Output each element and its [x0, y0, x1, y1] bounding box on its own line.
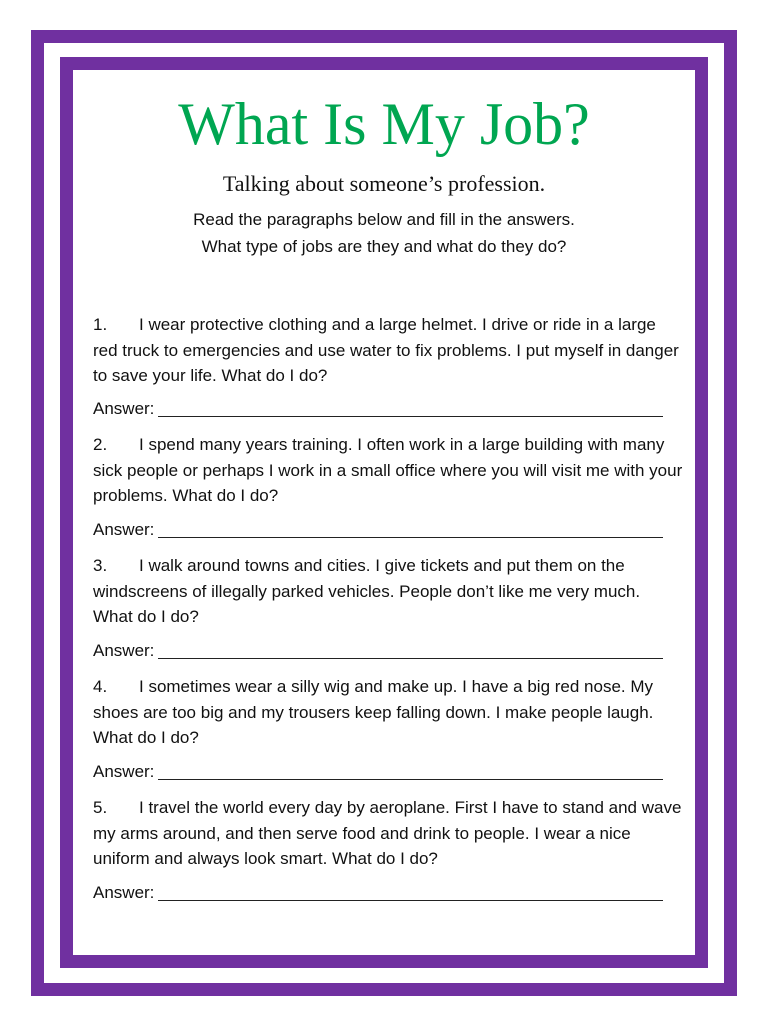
answer-line[interactable]	[158, 536, 663, 538]
question-3	[93, 553, 683, 630]
instruction-line-1: Read the paragraphs below and fill in the answers.	[193, 210, 575, 229]
answer-line[interactable]	[158, 657, 663, 659]
answer-line[interactable]	[158, 778, 663, 780]
answer-1	[93, 397, 663, 421]
question-number: 5.	[93, 798, 108, 817]
answer-5	[93, 881, 663, 905]
answer-label: Answer:	[93, 399, 155, 418]
page-subtitle: Talking about someone’s profession.	[222, 171, 546, 196]
instruction-line-2: What type of jobs are they and what do they do?	[201, 237, 567, 256]
page-title: What Is My Job?	[178, 91, 590, 157]
question-text: I wear protective clothing and a large helmet. I drive or ride in a large red truck to emergencies and use water to fix problems. I put myself in danger to save your life. What do I do?	[93, 315, 679, 385]
question-1	[93, 312, 683, 389]
answer-line[interactable]	[158, 415, 663, 417]
question-text: I walk around towns and cities. I give tickets and put them on the windscreens of illegally parked vehicles. People don’t like me very much. What do I do?	[93, 556, 641, 626]
question-5	[93, 795, 683, 872]
answer-line[interactable]	[158, 899, 663, 901]
question-number: 1.	[93, 315, 108, 334]
answer-3	[93, 639, 663, 663]
answer-label: Answer:	[93, 641, 155, 660]
question-number: 3.	[93, 556, 108, 575]
question-text: I travel the world every day by aeroplane. First I have to stand and wave my arms around, and then serve food and drink to people. I wear a nice uniform and always look smart. What do I do?	[93, 798, 682, 868]
answer-label: Answer:	[93, 883, 155, 902]
answer-4	[93, 760, 663, 784]
question-2	[93, 432, 683, 509]
question-4	[93, 674, 683, 751]
answer-label: Answer:	[93, 762, 155, 781]
question-number: 2.	[93, 435, 108, 454]
question-number: 4.	[93, 677, 108, 696]
answer-2	[93, 518, 663, 542]
answer-label: Answer:	[93, 520, 155, 539]
question-text: I spend many years training. I often work in a large building with many sick people or perhaps I work in a small office where you will visit me with your problems. What do I do?	[93, 435, 683, 505]
question-text: I sometimes wear a silly wig and make up. I have a big red nose. My shoes are too big and my trousers keep falling down. I make people laugh. What do I do?	[93, 677, 654, 747]
